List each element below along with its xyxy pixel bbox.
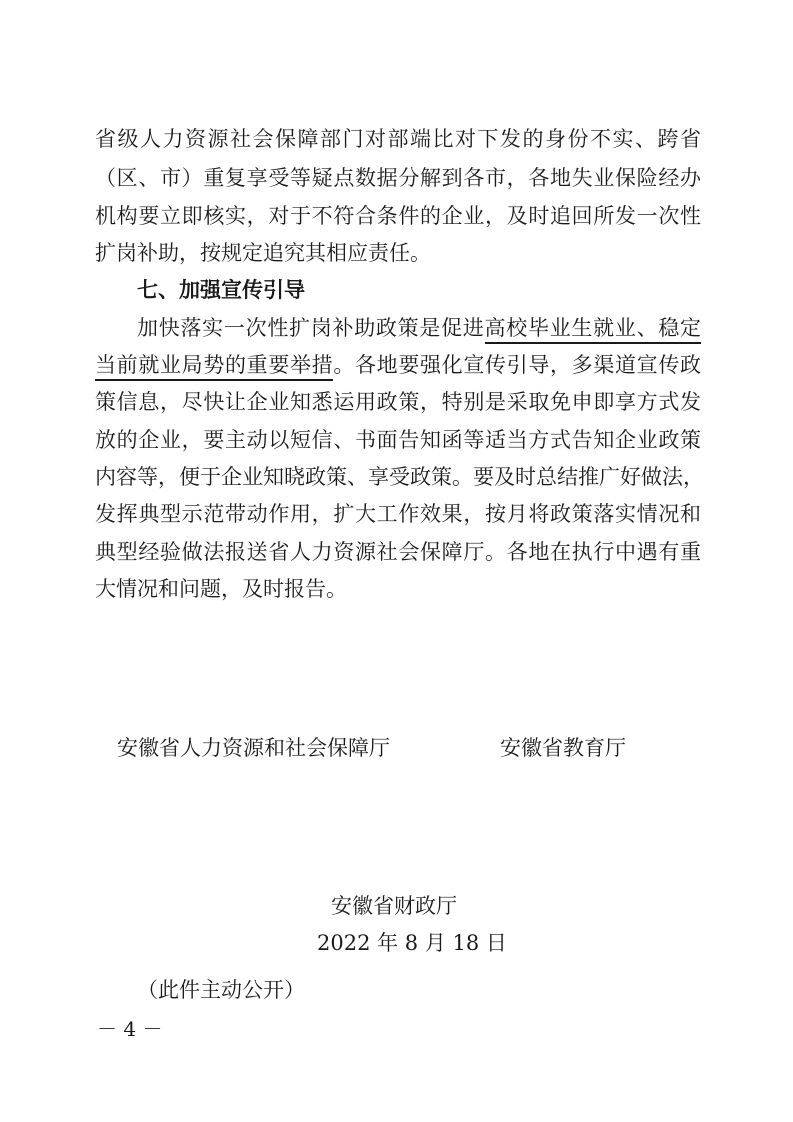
signature-hrss-department: 安徽省人力资源和社会保障厅 [117, 736, 390, 760]
body-line-2: （区、市）重复享受等疑点数据分解到各市，各地失业保险经办 [95, 166, 701, 190]
body-line-3: 机构要立即核实，对于不符合条件的企业，及时追回所发一次性 [95, 204, 701, 228]
paragraph-2-line-4: 放的企业，要主动以短信、书面告知函等适当方式告知企业政策 [95, 428, 701, 452]
underlined-phrase-part-1: 高校毕业生就业、稳定 [485, 316, 701, 344]
paragraph-2-line-2 [95, 350, 701, 380]
paragraph-2-line-1-text: 加快落实一次性扩岗补助政策是促进 [137, 316, 485, 340]
paragraph-2-line-6: 发挥典型示范带动作用，扩大工作效果，按月将政策落实情况和 [95, 502, 701, 526]
paragraph-2-line-7: 典型经验做法报送省人力资源社会保障厅。各地在执行中遇有重 [95, 540, 701, 564]
issue-date: 2022 年 8 月 18 日 [317, 931, 507, 955]
paragraph-2-line-5: 内容等，便于企业知晓政策、享受政策。要及时总结推广好做法， [95, 465, 704, 489]
underlined-phrase-part-2: 当前就业局势的重要举措 [95, 353, 333, 381]
paragraph-2-line-8: 大情况和问题，及时报告。 [95, 577, 347, 601]
body-line-1: 省级人力资源社会保障部门对部端比对下发的身份不实、跨省 [95, 127, 701, 151]
paragraph-2-line-1 [137, 313, 701, 343]
page-number: － 4 － [97, 1017, 163, 1041]
disclosure-note: （此件主动公开） [137, 978, 305, 1002]
section-heading: 七、加强宣传引导 [137, 278, 305, 302]
signature-finance-department: 安徽省财政厅 [331, 894, 457, 918]
body-line-4: 扩岗补助，按规定追究其相应责任。 [95, 241, 431, 265]
paragraph-2-line-3: 策信息，尽快让企业知悉运用政策，特别是采取免申即享方式发 [95, 390, 701, 414]
paragraph-2-line-2-text: 。各地要强化宣传引导，多渠道宣传政 [333, 353, 702, 377]
signature-education-department: 安徽省教育厅 [500, 736, 626, 760]
